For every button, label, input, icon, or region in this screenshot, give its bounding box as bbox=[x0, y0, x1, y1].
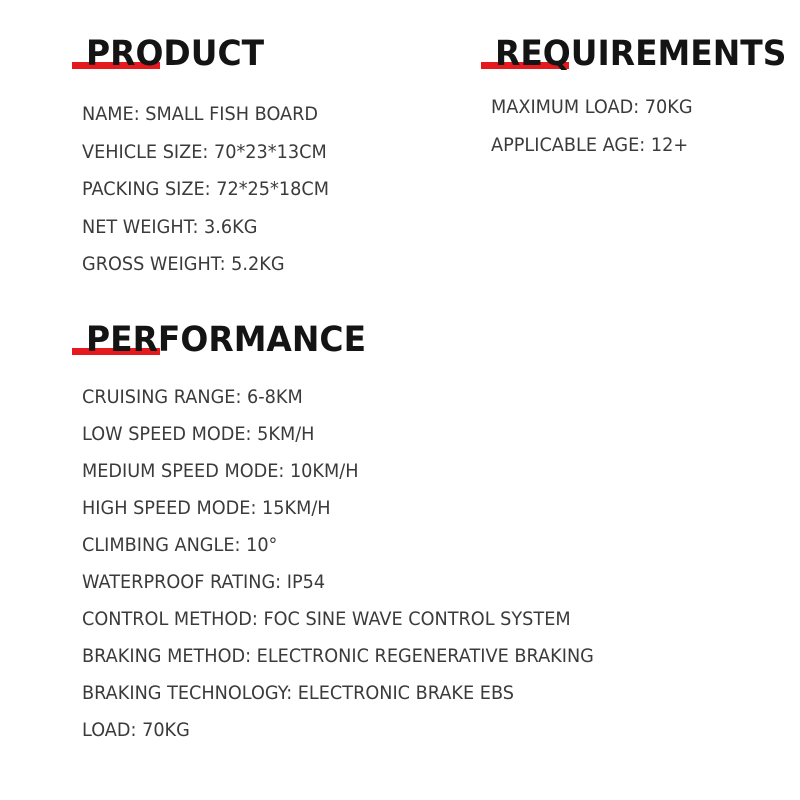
performance-spec-list bbox=[82, 379, 632, 749]
product-section bbox=[72, 34, 432, 284]
spec-item-braking-technology: BRAKING TECHNOLOGY: ELECTRONIC BRAKE EBS bbox=[82, 682, 514, 704]
spec-item-load: LOAD: 70KG bbox=[82, 719, 190, 741]
performance-section bbox=[72, 320, 772, 760]
spec-item-gross-weight: GROSS WEIGHT: 5.2KG bbox=[82, 253, 285, 276]
spec-item-waterproof-rating: WATERPROOF RATING: IP54 bbox=[82, 571, 326, 593]
spec-item-climbing-angle: CLIMBING ANGLE: 10° bbox=[82, 534, 278, 556]
requirements-heading: REQUIREMENTS bbox=[495, 34, 787, 74]
performance-heading: PERFORMANCE bbox=[86, 320, 367, 360]
product-heading-group bbox=[72, 34, 432, 82]
requirements-spec-list bbox=[491, 88, 708, 164]
product-spec-list bbox=[82, 96, 348, 284]
spec-item-name: NAME: SMALL FISH BOARD bbox=[82, 103, 319, 125]
spec-item-cruising-range: CRUISING RANGE: 6-8KM bbox=[82, 386, 303, 408]
spec-item-medium-speed-mode: MEDIUM SPEED MODE: 10KM/H bbox=[82, 460, 359, 482]
requirements-section bbox=[481, 34, 800, 174]
spec-item-applicable-age: APPLICABLE AGE: 12+ bbox=[491, 134, 689, 156]
spec-item-packing-size: PACKING SIZE: 72*25*18CM bbox=[82, 178, 329, 201]
spec-item-maximum-load: MAXIMUM LOAD: 70KG bbox=[491, 96, 693, 118]
product-heading: PRODUCT bbox=[86, 34, 265, 74]
requirements-heading-group bbox=[481, 34, 800, 82]
spec-item-net-weight: NET WEIGHT: 3.6KG bbox=[82, 215, 258, 238]
spec-item-vehicle-size: VEHICLE SIZE: 70*23*13CM bbox=[82, 140, 327, 163]
performance-heading-group bbox=[72, 320, 772, 368]
spec-item-high-speed-mode: HIGH SPEED MODE: 15KM/H bbox=[82, 497, 331, 519]
spec-item-control-method: CONTROL METHOD: FOC SINE WAVE CONTROL SYSTEM bbox=[82, 608, 571, 630]
spec-item-low-speed-mode: LOW SPEED MODE: 5KM/H bbox=[82, 423, 315, 445]
spec-item-braking-method: BRAKING METHOD: ELECTRONIC REGENERATIVE BRAKING bbox=[82, 645, 594, 667]
